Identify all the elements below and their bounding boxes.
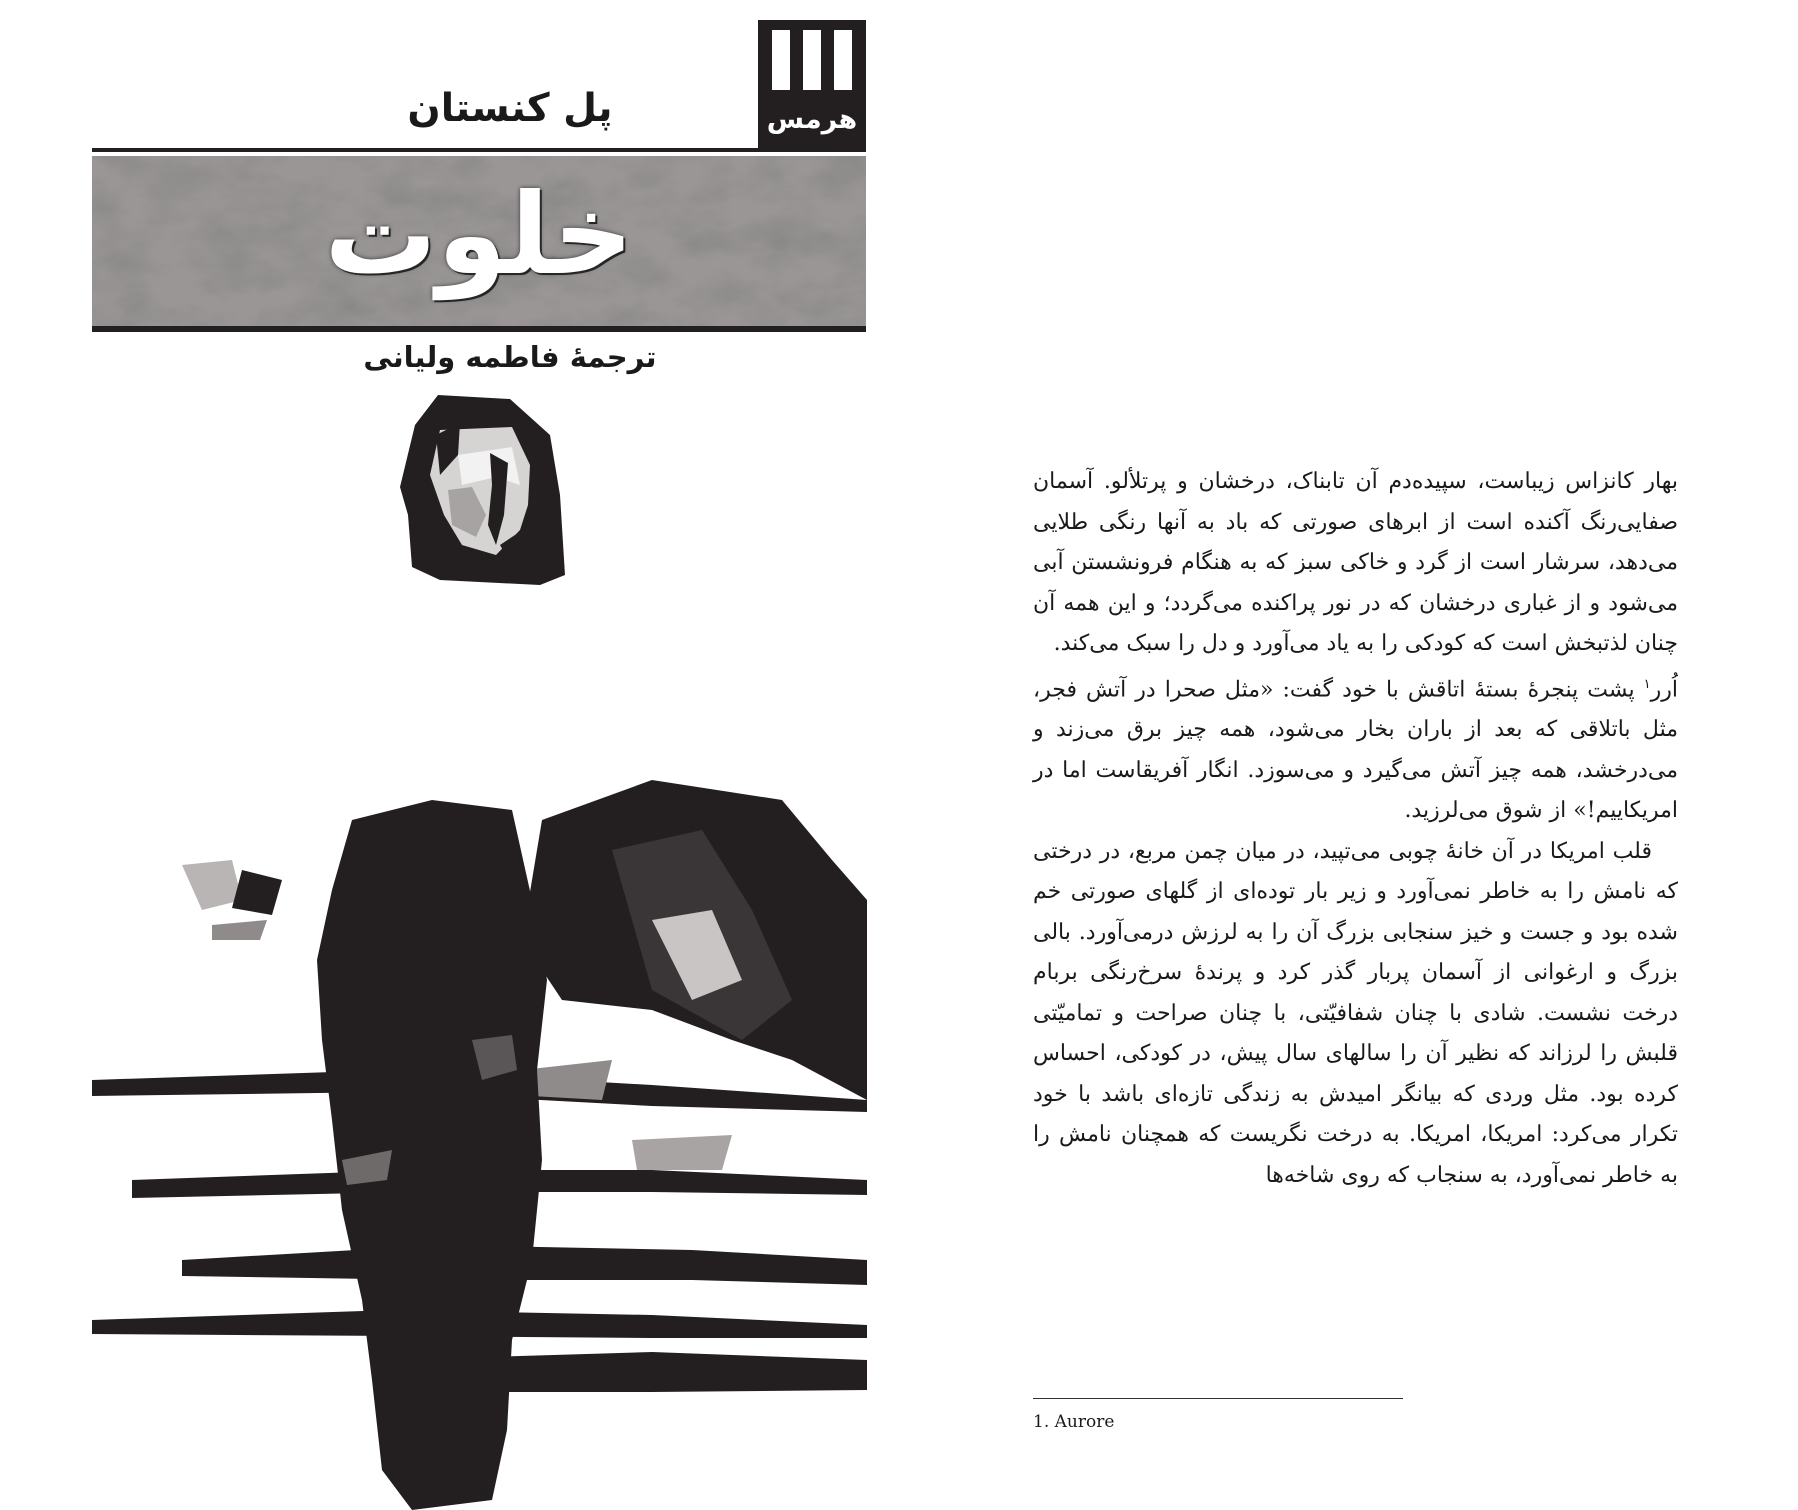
text-run: قلب امریکا در آن خانهٔ چوبی می‌تپید، در میان چمن مربع، در درختی که نامش را به خاطر نمی‌آورد و زیر بار توده‌ای از گلهای صورتی خم شده بود و جست و خیز سنجابی بزرگ آن را به لرزش درمی‌آورد. بالی بزرگ و ارغوانی از آسمان پربار گذر کرد و پرندهٔ سرخ‌رنگی بربام درخت نشست. شادی با چنان شفافیّتی، با چنان صراحت و تمامیّتی قلبش را لرزاند که نظیر آن را سالهای سال پیش، در کودکی، احساس کرده بود. مثل وردی که بیانگر امیدش به زندگی تازه‌ای باشد با خود تکرار می‌کرد: امریکا، امریکا. به درخت نگریست که همچنان نامش را به خاطر نمی‌آورد، به سنجاب که روی شاخه‌ها bbox=[1033, 838, 1678, 1188]
portrait-illustration bbox=[400, 395, 565, 585]
paragraph bbox=[1033, 832, 1678, 1197]
footnote: 1. Aurore bbox=[1033, 1412, 1115, 1432]
text-page bbox=[900, 0, 1798, 1510]
publisher-logo bbox=[758, 20, 866, 150]
title-band bbox=[92, 156, 866, 332]
text-run: اُرر bbox=[1650, 676, 1678, 702]
footnote-marker: ۱ bbox=[1643, 676, 1651, 692]
publisher-name: هرمس bbox=[766, 104, 858, 135]
cover-divider bbox=[92, 148, 866, 152]
paragraph bbox=[1033, 665, 1678, 832]
text-run: بهار کانزاس زیباست، سپیده‌دم آن تابناک، درخشان و پرتلألو. آسمان صفایی‌رنگ آکنده است از ابرهای صورتی که باد به آنها رنگی طلایی می‌دهد، سرشار است از گرد و خاکی سبز که به هنگام فرونشستن آبی می‌شود و از غباری درخشان که در نور پراکنده می‌گردد؛ و این همه آن چنان لذتبخش است که کودکی را به یاد می‌آورد و دل را سبک می‌کند. bbox=[1033, 469, 1678, 656]
text-run: پشت پنجرهٔ بستهٔ اتاقش با خود گفت: «مثل صحرا در آتش فجر، مثل باتلاقی که بعد از باران بخار می‌شود، همه چیز برق می‌زند و می‌درخشد، همه چیز آتش می‌گیرد و می‌سوزد. انگار آفریقاست اما در امریکاییم!» از شوق می‌لرزید. bbox=[1033, 676, 1678, 824]
book-title: خلوت bbox=[324, 170, 634, 300]
paragraph bbox=[1033, 462, 1678, 665]
footnote-rule bbox=[1033, 1398, 1403, 1399]
cover-artwork bbox=[92, 740, 867, 1510]
publisher-bars-icon bbox=[772, 30, 852, 90]
author-name: پل کنستان bbox=[407, 86, 613, 131]
body-text bbox=[1033, 462, 1678, 1196]
translator-credit: ترجمهٔ فاطمه ولیانی bbox=[363, 340, 657, 374]
